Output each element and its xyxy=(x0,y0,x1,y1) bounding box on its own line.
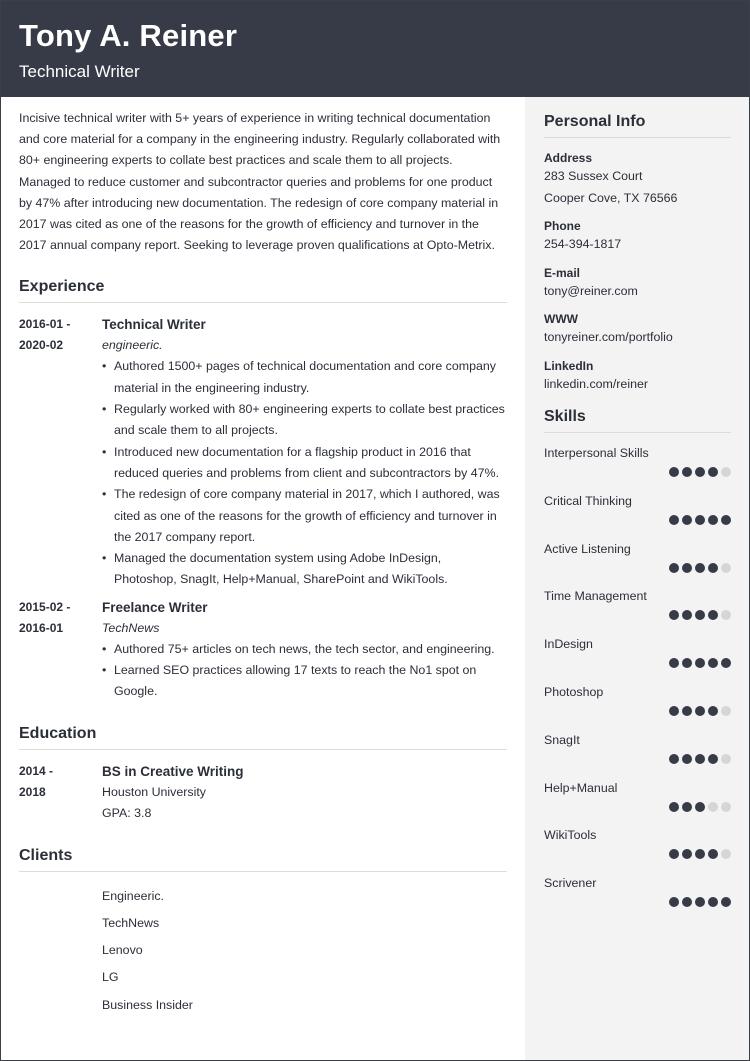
rating-dot-filled xyxy=(669,467,679,477)
skill-item xyxy=(544,588,731,636)
skills-heading: Skills xyxy=(544,408,731,433)
address-line: 283 Sussex Court xyxy=(544,169,643,183)
rating-dot-empty xyxy=(708,802,718,812)
rating-dot-filled xyxy=(695,754,705,764)
email-value: tony@reiner.com xyxy=(544,283,638,298)
rating-dot-empty xyxy=(721,563,731,573)
job-company: engineeric. xyxy=(102,338,163,353)
client-item: TechNews xyxy=(102,915,160,930)
skill-rating xyxy=(669,563,731,573)
rating-dot-filled xyxy=(695,610,705,620)
client-item: Lenovo xyxy=(102,943,143,958)
client-item: Business Insider xyxy=(102,997,193,1012)
email-block: E-mail tony@reiner.com xyxy=(544,265,731,303)
skill-item xyxy=(544,684,731,732)
skill-item xyxy=(544,541,731,589)
job-bullets xyxy=(102,356,507,590)
rating-dot-filled xyxy=(695,658,705,668)
gpa: GPA: 3.8 xyxy=(102,806,152,821)
rating-dot-filled xyxy=(669,897,679,907)
skill-rating xyxy=(669,802,731,812)
rating-dot-filled xyxy=(682,467,692,477)
rating-dot-filled xyxy=(682,849,692,859)
skill-name: Active Listening xyxy=(544,541,631,556)
skill-item xyxy=(544,827,731,875)
rating-dot-filled xyxy=(721,515,731,525)
school: Houston University xyxy=(102,784,206,799)
rating-dot-empty xyxy=(721,610,731,620)
rating-dot-empty xyxy=(721,849,731,859)
rating-dot-filled xyxy=(695,849,705,859)
candidate-role: Technical Writer xyxy=(19,62,140,81)
rating-dot-filled xyxy=(695,515,705,525)
skill-name: Scrivener xyxy=(544,876,597,891)
rating-dot-filled xyxy=(708,515,718,525)
rating-dot-filled xyxy=(708,563,718,573)
skill-item xyxy=(544,875,731,923)
rating-dot-filled xyxy=(669,754,679,764)
skill-rating xyxy=(669,658,731,668)
rating-dot-empty xyxy=(721,706,731,716)
rating-dot-filled xyxy=(708,467,718,477)
job-bullet: • The redesign of core company material in 2017, which I authored, was cited as one of the reasons for the growth of efficiency and turnover in the 2017 company report. xyxy=(102,484,507,548)
rating-dot-filled xyxy=(682,802,692,812)
rating-dot-filled xyxy=(682,515,692,525)
rating-dot-empty xyxy=(721,754,731,764)
job-company: TechNews xyxy=(102,620,160,635)
job-bullets xyxy=(102,639,507,703)
rating-dot-filled xyxy=(708,610,718,620)
education-entry xyxy=(19,761,507,825)
summary: Incisive technical writer with 5+ years of experience in writing technical documentation and core material for a company in the engineering industry. Regularly collaborated with 80+ engineering experts to collate best practices and scale them to all projects. Managed to reduce customer and subcontractor queries and problems for one product by 47% after introducing new documentation. The redesign of core company material in 2017 was cited as one of the reasons for the growth of efficiency and turnover in the 2017 annual company report. Seeking to leverage proven qualifications at Opto-Metrix. xyxy=(19,111,501,253)
linkedin-value: linkedin.com/reiner xyxy=(544,376,648,391)
rating-dot-filled xyxy=(682,610,692,620)
entry-date: 2015-02 - 2016-01 xyxy=(19,599,71,635)
rating-dot-filled xyxy=(669,563,679,573)
skill-name: WikiTools xyxy=(544,828,597,843)
job-bullet: • Managed the documentation system using Adobe InDesign, Photoshop, SnagIt, Help+Manual, SharePoint and WikiTools. xyxy=(102,548,507,591)
degree: BS in Creative Writing xyxy=(102,763,244,779)
rating-dot-empty xyxy=(721,467,731,477)
sidebar xyxy=(525,97,749,1060)
rating-dot-filled xyxy=(708,754,718,764)
rating-dot-filled xyxy=(669,849,679,859)
address-block: Address 283 Sussex Court Cooper Cove, TX 76566 xyxy=(544,150,731,209)
rating-dot-filled xyxy=(669,706,679,716)
main-column xyxy=(19,108,507,1019)
education-heading: Education xyxy=(19,725,507,750)
skill-name: Photoshop xyxy=(544,684,604,699)
entry-date: 2016-01 - 2020-02 xyxy=(19,317,71,353)
experience-heading: Experience xyxy=(19,278,507,303)
skill-name: Interpersonal Skills xyxy=(544,446,649,460)
job-bullet: • Authored 75+ articles on tech news, the tech sector, and engineering. xyxy=(102,639,507,660)
rating-dot-filled xyxy=(682,706,692,716)
www-block: WWW tonyreiner.com/portfolio xyxy=(544,311,731,349)
rating-dot-filled xyxy=(695,706,705,716)
skills-list xyxy=(544,445,731,923)
rating-dot-filled xyxy=(708,849,718,859)
skill-rating xyxy=(669,849,731,859)
skill-item xyxy=(544,732,731,780)
rating-dot-filled xyxy=(682,563,692,573)
experience-entry xyxy=(19,597,507,703)
entry-date: 2014 - 2018 xyxy=(19,763,54,799)
skill-name: Critical Thinking xyxy=(544,493,632,508)
rating-dot-filled xyxy=(721,658,731,668)
personal-info-heading: Personal Info xyxy=(544,113,731,138)
client-item: Engineeric. xyxy=(102,888,164,903)
rating-dot-filled xyxy=(695,802,705,812)
skill-item xyxy=(544,493,731,541)
skill-item xyxy=(544,445,731,493)
rating-dot-filled xyxy=(669,658,679,668)
job-title: Technical Writer xyxy=(102,317,206,333)
www-value: tonyreiner.com/portfolio xyxy=(544,330,673,344)
phone-value: 254-394-1817 xyxy=(544,237,622,251)
rating-dot-filled xyxy=(721,897,731,907)
skill-name: Time Management xyxy=(544,589,647,604)
skill-rating xyxy=(669,897,731,907)
rating-dot-filled xyxy=(708,897,718,907)
rating-dot-filled xyxy=(708,706,718,716)
skill-rating xyxy=(669,754,731,764)
rating-dot-filled xyxy=(708,658,718,668)
skill-item xyxy=(544,636,731,684)
address-line: Cooper Cove, TX 76566 xyxy=(544,190,678,205)
rating-dot-filled xyxy=(695,897,705,907)
skill-name: Help+Manual xyxy=(544,780,618,795)
job-bullet: • Introduced new documentation for a flagship product in 2016 that reduced queries and problems from client and subcontractors by 47%. xyxy=(102,442,507,485)
linkedin-block: LinkedIn linkedin.com/reiner xyxy=(544,358,731,396)
skill-rating xyxy=(669,467,731,477)
rating-dot-empty xyxy=(721,802,731,812)
rating-dot-filled xyxy=(682,658,692,668)
job-title: Freelance Writer xyxy=(102,599,208,615)
rating-dot-filled xyxy=(682,754,692,764)
skill-name: SnagIt xyxy=(544,732,580,747)
skill-rating xyxy=(669,706,731,716)
skill-name: InDesign xyxy=(544,637,593,652)
rating-dot-filled xyxy=(669,802,679,812)
phone-block: Phone 254-394-1817 xyxy=(544,218,731,256)
resume-header xyxy=(1,1,749,97)
job-bullet: • Regularly worked with 80+ engineering experts to collate best practices and scale them to all projects. xyxy=(102,399,507,442)
candidate-name: Tony A. Reiner xyxy=(19,18,238,53)
skill-rating xyxy=(669,515,731,525)
rating-dot-filled xyxy=(669,610,679,620)
rating-dot-filled xyxy=(669,515,679,525)
skill-item xyxy=(544,780,731,828)
rating-dot-filled xyxy=(695,467,705,477)
rating-dot-filled xyxy=(682,897,692,907)
clients-heading: Clients xyxy=(19,847,507,872)
rating-dot-filled xyxy=(695,563,705,573)
client-item: LG xyxy=(102,970,119,985)
clients-list xyxy=(19,883,507,1019)
job-bullet: • Learned SEO practices allowing 17 texts to reach the No1 spot on Google. xyxy=(102,660,507,703)
job-bullet: • Authored 1500+ pages of technical documentation and core company material in the engineering industry. xyxy=(102,356,507,399)
experience-entry xyxy=(19,314,507,590)
skill-rating xyxy=(669,610,731,620)
